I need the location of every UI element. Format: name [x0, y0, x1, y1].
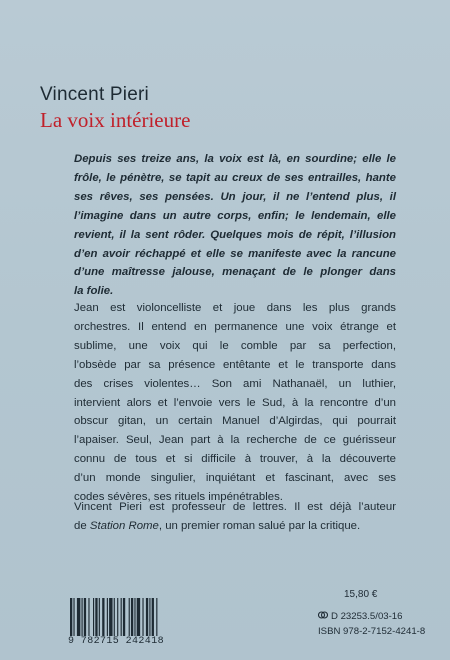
- barcode-bar: [82, 598, 83, 636]
- book-title: La voix intérieure: [40, 108, 191, 132]
- blurb-line: l’imagine dans un autre corps, enfin; le lendemain, elle: [74, 209, 396, 222]
- barcode-bar: [77, 598, 80, 636]
- barcode-bar: [70, 598, 72, 636]
- summary-line: obscur gitan, un certain Manuel d’Algirdas, qui pourrait: [74, 415, 396, 428]
- blurb-line: d’une maîtresse jalouse, menaçant de le plonger dans: [74, 266, 396, 279]
- bio-prefix: de: [74, 519, 90, 532]
- barcode-bar: [123, 598, 125, 636]
- summary-line: connu de tous et si difficile à trouver, à la découverte: [74, 453, 396, 466]
- barcode-bar: [109, 598, 112, 636]
- barcode-bar: [107, 598, 108, 636]
- barcode-bar: [121, 598, 122, 636]
- barcode-bar: [142, 598, 143, 636]
- blurb-line: Depuis ses treize ans, la voix est là, en sourdine; elle le: [74, 153, 396, 165]
- barcode-bar: [93, 598, 94, 636]
- bio-line: Vincent Pieri est professeur de lettres. Il est déjà l’auteur: [74, 501, 396, 513]
- summary-line: d’un monde singulier, inquiétant et fascinant, avec ses: [74, 472, 396, 485]
- summary-paragraph: [74, 299, 396, 507]
- blurb-line: d’en avoir réchappé et elle se manifeste avec la rancune: [74, 247, 396, 260]
- summary-line: l’obsède par sa présence entêtante et le transporte dans: [74, 358, 396, 371]
- reference-text: D 23253.5/03-16: [331, 611, 403, 622]
- summary-line: des crises violentes… Son ami Nathanaël, un luthier,: [74, 377, 396, 390]
- blurb-line: revient, il la sent rôder. Quelques mois de répit, l’illusion: [74, 228, 396, 241]
- barcode-bar: [149, 598, 150, 636]
- barcode-bar: [73, 598, 74, 636]
- barcode: [68, 598, 192, 636]
- barcode-bar: [129, 598, 130, 636]
- previous-book-title: Station Rome: [89, 519, 159, 532]
- isbn: ISBN 978-2-7152-4241-8: [318, 626, 426, 637]
- barcode-bar: [146, 598, 148, 636]
- blurb-line: frôle, le pénètre, se tapit au creux de ses entrailles, hante: [74, 171, 396, 184]
- barcode-bar: [95, 598, 97, 636]
- price: 15,80 €: [344, 589, 378, 600]
- summary-line: Jean est violoncelliste et joue dans les plus grands: [74, 302, 396, 314]
- barcode-bar: [134, 598, 135, 636]
- summary-line: codes sévères, ses rituels impénétrables.: [74, 491, 283, 504]
- reference-code: [318, 610, 402, 622]
- barcode-bar: [117, 598, 118, 636]
- summary-line: orchestres. Il entend en permanence une voix étrange et: [74, 320, 396, 333]
- barcode-bar: [137, 598, 140, 636]
- summary-line: l’apaiser. Seul, Jean part à la recherche de ce guérisseur: [74, 434, 396, 447]
- barcode-bar: [114, 598, 115, 636]
- barcode-bar: [84, 598, 86, 636]
- author-name: Vincent Pieri: [40, 84, 149, 105]
- blurb-line: ses rêves, ses pensées. Un jour, il ne l’entend plus, il: [74, 190, 396, 203]
- summary-line: intervient alors et l’envoie vers le Sud, à la rencontre d’un: [74, 396, 396, 409]
- summary-line: sublime, une voix qui le comble par sa perfection,: [74, 339, 396, 352]
- barcode-bar: [131, 598, 133, 636]
- barcode-bar: [102, 598, 104, 636]
- barcode-bar: [88, 598, 89, 636]
- blurb-paragraph: [74, 150, 396, 301]
- barcode-number: 9 782715 242418: [68, 636, 165, 647]
- barcode-bar: [156, 598, 157, 636]
- publisher-logo-icon: [318, 610, 328, 620]
- bio-suffix: , un premier roman salué par la critique.: [158, 519, 361, 532]
- barcode-bar: [152, 598, 154, 636]
- barcode-bar: [99, 598, 100, 636]
- author-bio: [74, 498, 396, 536]
- blurb-line: la folie.: [74, 285, 114, 298]
- bio-line: [74, 517, 396, 536]
